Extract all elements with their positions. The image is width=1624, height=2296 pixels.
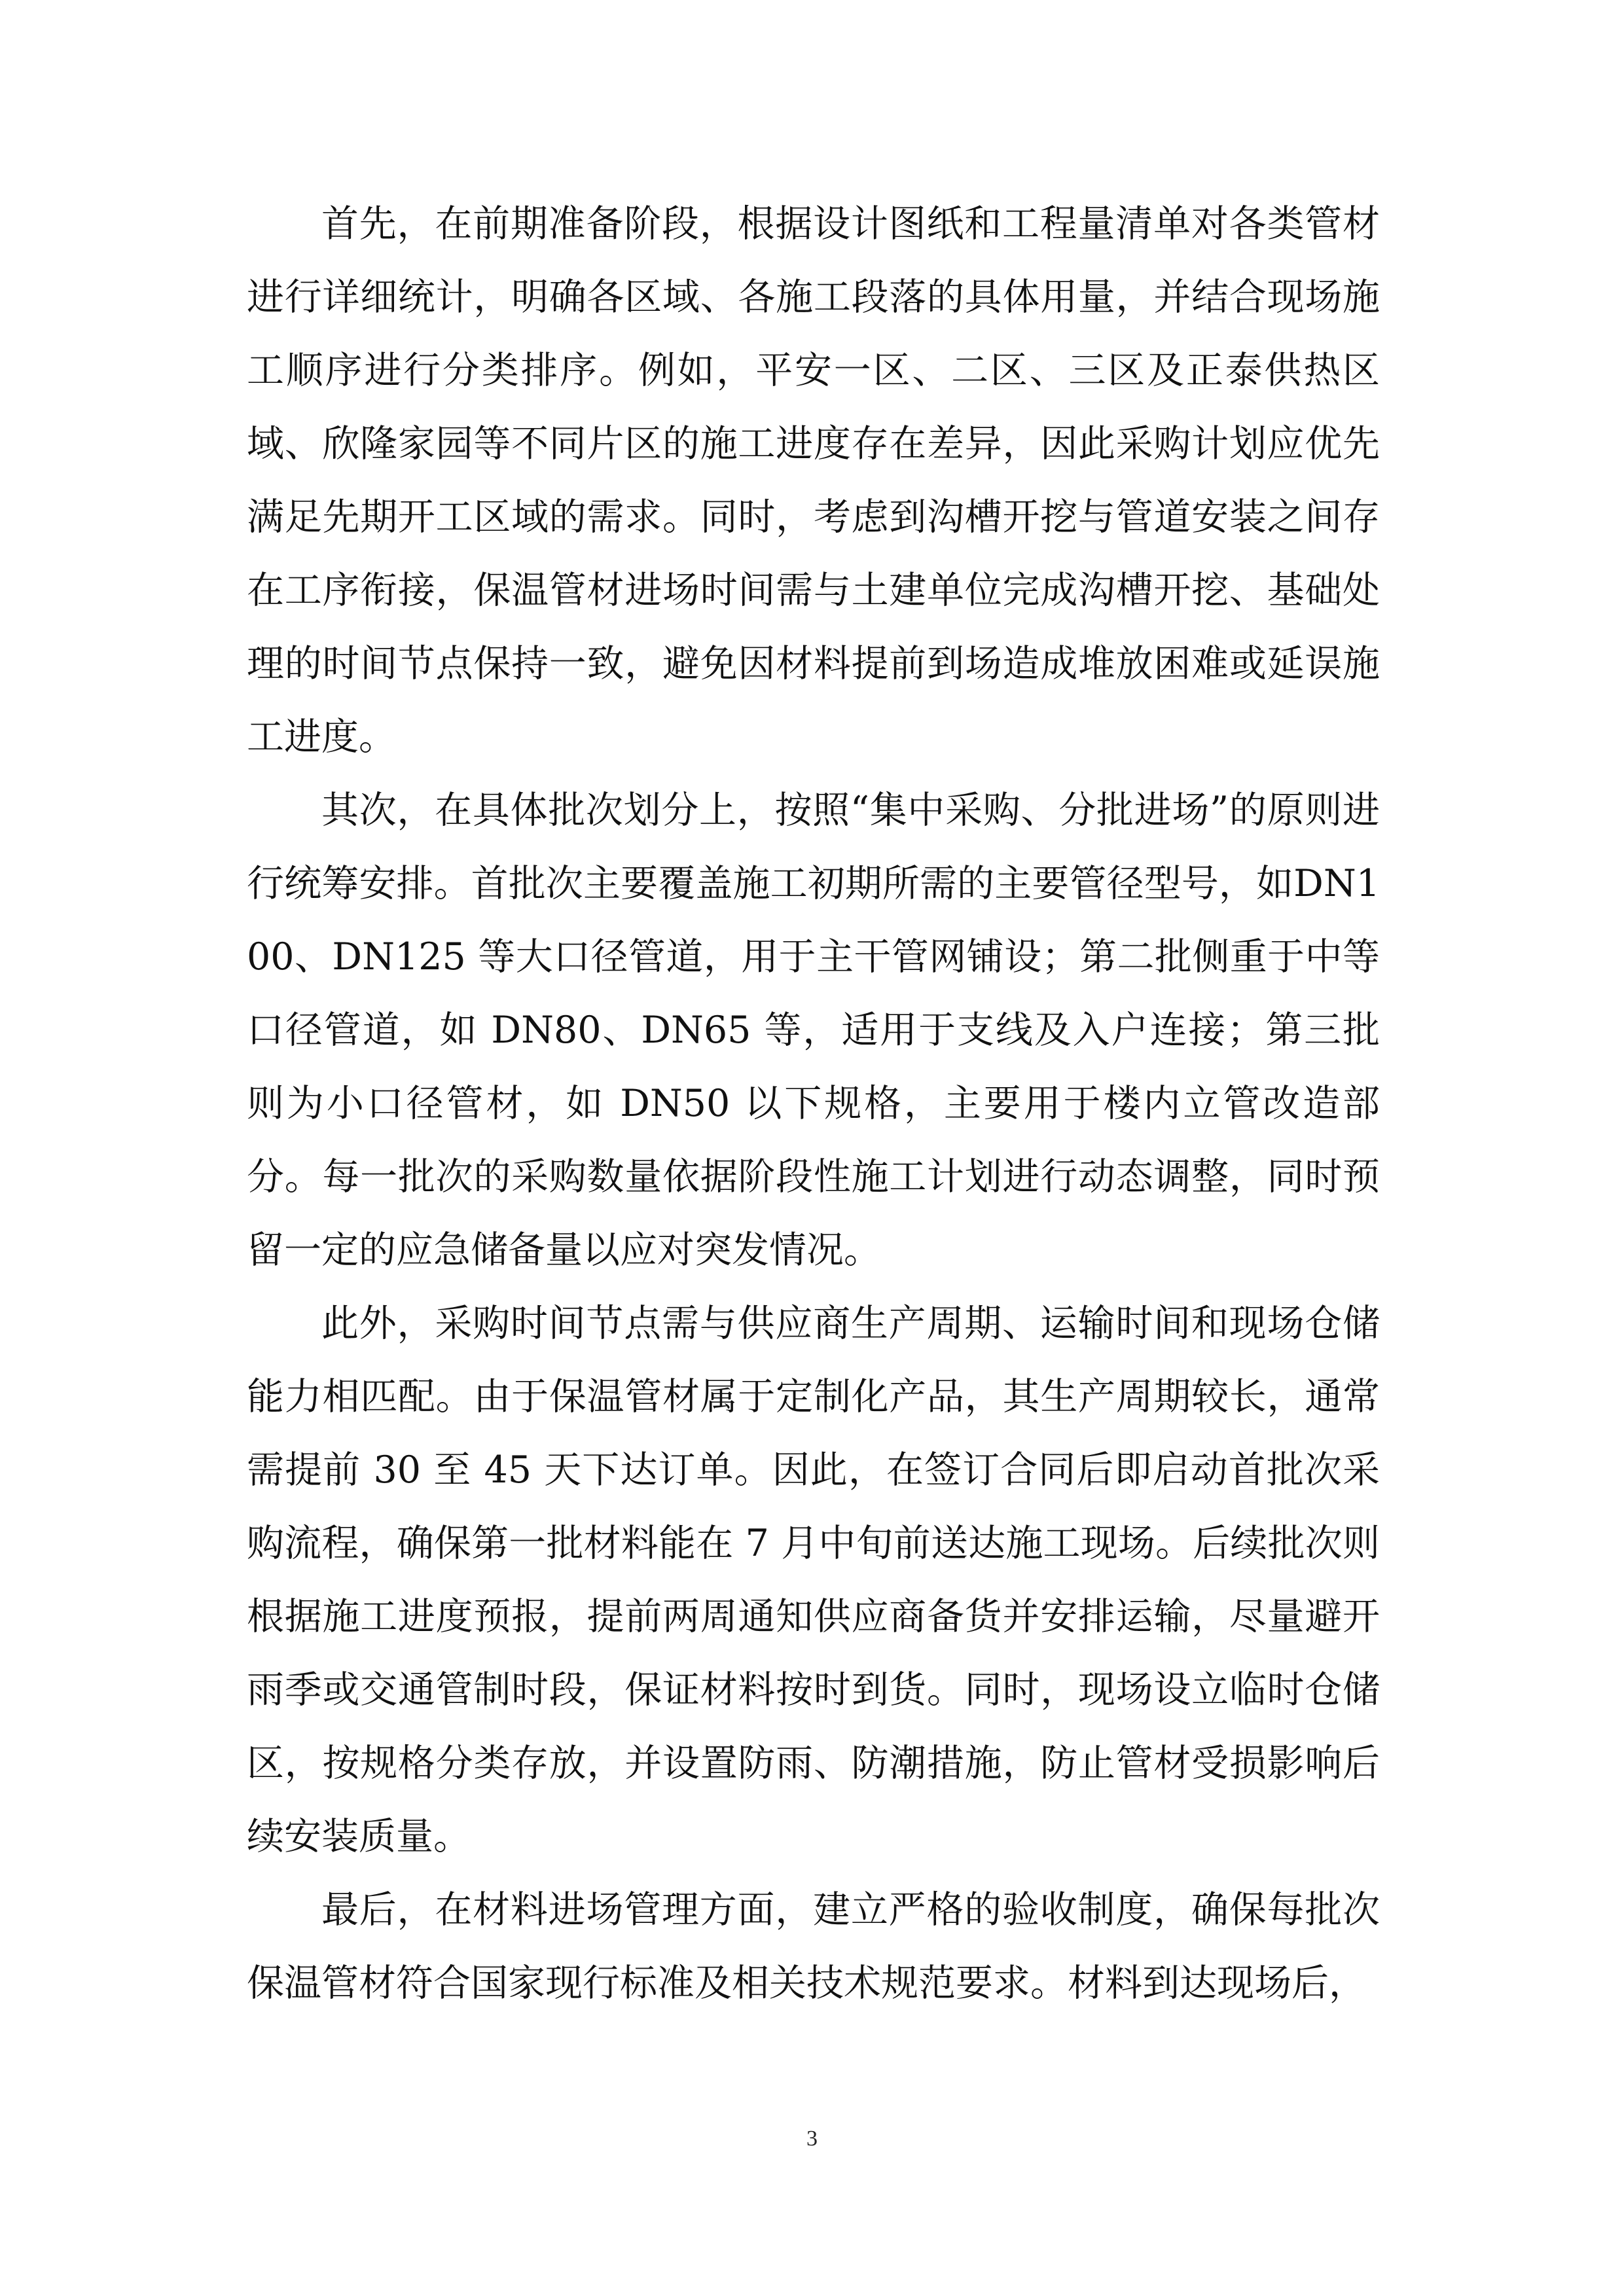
paragraph-4: 最后，在材料进场管理方面，建立严格的验收制度，确保每批次保温管材符合国家现行标准及相关技术规范要求。材料到达现场后，: [247, 1888, 1380, 2005]
body-text: [247, 187, 1380, 2020]
page-number: 3: [806, 2126, 818, 2151]
paragraph-2: 其次，在具体批次划分上，按照“集中采购、分批进场”的原则进行统筹安排。首批次主要覆盖施工初期所需的主要管径型号，如DN100、DN125 等大口径管道，用于主干管网铺设；第二批侧重于中等口径管道，如 DN80、DN65 等，适用于支线及入户连接；第三批则为小口径管材，如 DN50 以下规格，主要用于楼内立管改造部分。每一批次的采购数量依据阶段性施工计划进行动态调整，同时预留一定的应急储备量以应对突发情况。: [247, 789, 1380, 1272]
paragraph-1: 首先，在前期准备阶段，根据设计图纸和工程量清单对各类管材进行详细统计，明确各区域、各施工段落的具体用量，并结合现场施工顺序进行分类排序。例如，平安一区、二区、三区及正泰供热区域、欣隆家园等不同片区的施工进度存在差异，因此采购计划应优先满足先期开工区域的需求。同时，考虑到沟槽开挖与管道安装之间存在工序衔接，保温管材进场时间需与土建单位完成沟槽开挖、基础处理的时间节点保持一致，避免因材料提前到场造成堆放困难或延误施工进度。: [247, 202, 1380, 759]
paragraph-3: 此外，采购时间节点需与供应商生产周期、运输时间和现场仓储能力相匹配。由于保温管材属于定制化产品，其生产周期较长，通常需提前 30 至 45 天下达订单。因此，在签订合同后即启动首批次采购流程，确保第一批材料能在 7 月中旬前送达施工现场。后续批次则根据施工进度预报，提前两周通知供应商备货并安排运输，尽量避开雨季或交通管制时段，保证材料按时到货。同时，现场设立临时仓储区，按规格分类存放，并设置防雨、防潮措施，防止管材受损影响后续安装质量。: [247, 1302, 1380, 1858]
